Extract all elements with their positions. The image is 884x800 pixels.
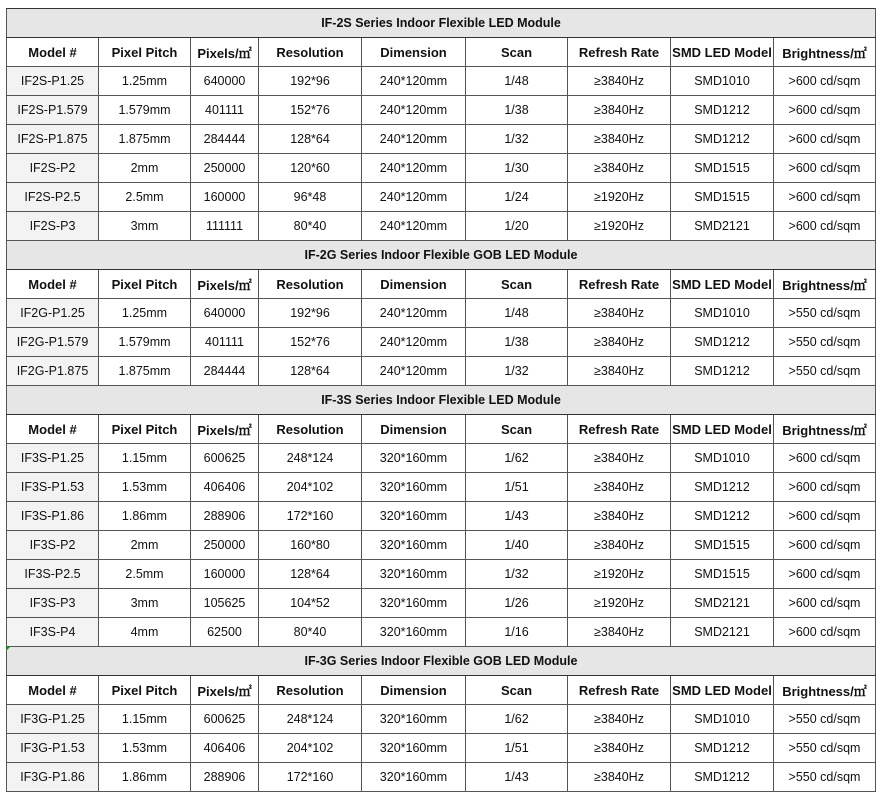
table-cell: 172*160 xyxy=(259,763,362,792)
table-cell: 1.86mm xyxy=(99,763,191,792)
table-cell: 1/62 xyxy=(466,444,568,473)
table-cell: 640000 xyxy=(191,67,259,96)
table-cell: SMD1212 xyxy=(671,763,774,792)
column-header: Brightness/㎡ xyxy=(774,270,876,299)
table-cell: SMD1515 xyxy=(671,531,774,560)
table-cell: 1.875mm xyxy=(99,357,191,386)
table-cell: SMD1515 xyxy=(671,183,774,212)
table-cell: 1/48 xyxy=(466,67,568,96)
table-row xyxy=(7,183,876,212)
table-cell: IF2S-P3 xyxy=(7,212,99,241)
section-title-row xyxy=(7,386,876,415)
column-header: Brightness/㎡ xyxy=(774,38,876,67)
table-cell: 172*160 xyxy=(259,502,362,531)
table-row xyxy=(7,96,876,125)
table-row xyxy=(7,444,876,473)
table-cell: 2mm xyxy=(99,531,191,560)
table-cell: ≥3840Hz xyxy=(568,299,671,328)
table-cell: SMD1515 xyxy=(671,154,774,183)
column-header: Refresh Rate xyxy=(568,676,671,705)
table-cell: >600 cd/sqm xyxy=(774,618,876,647)
table-cell: 120*60 xyxy=(259,154,362,183)
column-header: Scan xyxy=(466,676,568,705)
table-cell: IF3S-P2.5 xyxy=(7,560,99,589)
table-cell: ≥3840Hz xyxy=(568,328,671,357)
table-cell: 406406 xyxy=(191,473,259,502)
table-cell: 1/26 xyxy=(466,589,568,618)
table-cell: IF2S-P1.875 xyxy=(7,125,99,154)
table-cell: 1/24 xyxy=(466,183,568,212)
table-cell: >550 cd/sqm xyxy=(774,763,876,792)
column-header: Resolution xyxy=(259,415,362,444)
column-header: Brightness/㎡ xyxy=(774,415,876,444)
table-cell: >550 cd/sqm xyxy=(774,705,876,734)
table-cell: 320*160mm xyxy=(362,444,466,473)
table-cell: IF2S-P2 xyxy=(7,154,99,183)
table-cell: 284444 xyxy=(191,125,259,154)
table-cell: 192*96 xyxy=(259,299,362,328)
table-cell: 240*120mm xyxy=(362,212,466,241)
table-cell: IF3S-P1.86 xyxy=(7,502,99,531)
table-row xyxy=(7,618,876,647)
section-title-row xyxy=(7,241,876,270)
table-cell: 320*160mm xyxy=(362,531,466,560)
column-header: Scan xyxy=(466,270,568,299)
table-cell: 1/38 xyxy=(466,96,568,125)
spec-table xyxy=(6,8,876,792)
column-header: Refresh Rate xyxy=(568,270,671,299)
table-cell: >600 cd/sqm xyxy=(774,96,876,125)
table-cell: 2.5mm xyxy=(99,560,191,589)
table-cell: ≥3840Hz xyxy=(568,154,671,183)
column-header: Scan xyxy=(466,38,568,67)
table-cell: SMD1010 xyxy=(671,299,774,328)
table-cell: 160*80 xyxy=(259,531,362,560)
table-cell: 1.579mm xyxy=(99,96,191,125)
table-cell: SMD1212 xyxy=(671,473,774,502)
table-cell: 320*160mm xyxy=(362,473,466,502)
table-cell: IF2G-P1.875 xyxy=(7,357,99,386)
column-header: Pixel Pitch xyxy=(99,676,191,705)
table-cell: 1/32 xyxy=(466,125,568,154)
column-header: Brightness/㎡ xyxy=(774,676,876,705)
table-cell: 204*102 xyxy=(259,473,362,502)
table-cell: IF3S-P2 xyxy=(7,531,99,560)
column-header: SMD LED Model xyxy=(671,38,774,67)
table-cell: 128*64 xyxy=(259,357,362,386)
table-cell: 288906 xyxy=(191,763,259,792)
table-cell: 320*160mm xyxy=(362,502,466,531)
table-cell: 240*120mm xyxy=(362,299,466,328)
table-cell: 1.875mm xyxy=(99,125,191,154)
table-cell: 2.5mm xyxy=(99,183,191,212)
table-cell: 406406 xyxy=(191,734,259,763)
column-header: Model # xyxy=(7,270,99,299)
table-cell: IF2S-P1.579 xyxy=(7,96,99,125)
table-cell: ≥3840Hz xyxy=(568,763,671,792)
column-header: Resolution xyxy=(259,676,362,705)
table-cell: 1/43 xyxy=(466,502,568,531)
table-cell: 288906 xyxy=(191,502,259,531)
table-cell: 401111 xyxy=(191,328,259,357)
table-cell: SMD1010 xyxy=(671,67,774,96)
table-cell: 128*64 xyxy=(259,125,362,154)
table-row xyxy=(7,299,876,328)
table-cell: ≥3840Hz xyxy=(568,96,671,125)
table-cell: IF3G-P1.86 xyxy=(7,763,99,792)
table-row xyxy=(7,560,876,589)
column-header: Dimension xyxy=(362,38,466,67)
table-row xyxy=(7,328,876,357)
table-cell: 104*52 xyxy=(259,589,362,618)
table-cell: >600 cd/sqm xyxy=(774,125,876,154)
table-cell: 250000 xyxy=(191,154,259,183)
table-cell: 160000 xyxy=(191,560,259,589)
column-header: SMD LED Model xyxy=(671,270,774,299)
column-header: Refresh Rate xyxy=(568,38,671,67)
table-cell: 600625 xyxy=(191,705,259,734)
section-title-row xyxy=(7,9,876,38)
table-cell: 1/40 xyxy=(466,531,568,560)
table-cell: SMD1212 xyxy=(671,125,774,154)
table-cell: 62500 xyxy=(191,618,259,647)
column-header: SMD LED Model xyxy=(671,676,774,705)
table-cell: 152*76 xyxy=(259,328,362,357)
column-header: Pixels/㎡ xyxy=(191,38,259,67)
table-cell: SMD2121 xyxy=(671,618,774,647)
section-title: IF-3G Series Indoor Flexible GOB LED Module xyxy=(7,647,876,676)
column-header: Resolution xyxy=(259,270,362,299)
table-cell: ≥1920Hz xyxy=(568,589,671,618)
table-row xyxy=(7,357,876,386)
cell-comment-marker xyxy=(6,646,11,651)
table-cell: 1.15mm xyxy=(99,705,191,734)
table-cell: 320*160mm xyxy=(362,705,466,734)
table-cell: ≥3840Hz xyxy=(568,357,671,386)
table-cell: >600 cd/sqm xyxy=(774,560,876,589)
table-cell: 1.579mm xyxy=(99,328,191,357)
table-cell: ≥3840Hz xyxy=(568,705,671,734)
table-row xyxy=(7,502,876,531)
column-header: Dimension xyxy=(362,415,466,444)
table-row xyxy=(7,531,876,560)
table-cell: >600 cd/sqm xyxy=(774,502,876,531)
table-row xyxy=(7,154,876,183)
table-cell: 1.15mm xyxy=(99,444,191,473)
table-cell: 600625 xyxy=(191,444,259,473)
table-cell: 128*64 xyxy=(259,560,362,589)
table-cell: 204*102 xyxy=(259,734,362,763)
table-cell: ≥3840Hz xyxy=(568,444,671,473)
table-cell: SMD1212 xyxy=(671,357,774,386)
table-cell: 640000 xyxy=(191,299,259,328)
column-header: Dimension xyxy=(362,270,466,299)
table-cell: IF3G-P1.25 xyxy=(7,705,99,734)
column-header: Pixels/㎡ xyxy=(191,676,259,705)
table-row xyxy=(7,734,876,763)
table-cell: >600 cd/sqm xyxy=(774,67,876,96)
table-row xyxy=(7,763,876,792)
table-cell: ≥3840Hz xyxy=(568,473,671,502)
table-cell: 160000 xyxy=(191,183,259,212)
table-cell: >600 cd/sqm xyxy=(774,589,876,618)
column-header: Pixel Pitch xyxy=(99,38,191,67)
table-cell: 320*160mm xyxy=(362,763,466,792)
table-cell: >600 cd/sqm xyxy=(774,473,876,502)
table-cell: SMD2121 xyxy=(671,212,774,241)
table-cell: 1/62 xyxy=(466,705,568,734)
column-header: Pixel Pitch xyxy=(99,415,191,444)
table-cell: 1/51 xyxy=(466,734,568,763)
table-row xyxy=(7,473,876,502)
table-cell: SMD1515 xyxy=(671,560,774,589)
table-cell: IF3S-P1.53 xyxy=(7,473,99,502)
table-cell: IF2S-P2.5 xyxy=(7,183,99,212)
table-cell: SMD1010 xyxy=(671,705,774,734)
column-header: Refresh Rate xyxy=(568,415,671,444)
table-cell: 320*160mm xyxy=(362,560,466,589)
section-title-row xyxy=(7,647,876,676)
table-cell: >550 cd/sqm xyxy=(774,734,876,763)
table-cell: SMD2121 xyxy=(671,589,774,618)
table-cell: >600 cd/sqm xyxy=(774,154,876,183)
table-cell: SMD1212 xyxy=(671,502,774,531)
table-cell: IF2S-P1.25 xyxy=(7,67,99,96)
table-cell: 320*160mm xyxy=(362,618,466,647)
table-cell: 240*120mm xyxy=(362,67,466,96)
table-cell: 1/43 xyxy=(466,763,568,792)
table-cell: ≥3840Hz xyxy=(568,125,671,154)
table-cell: 152*76 xyxy=(259,96,362,125)
section-title: IF-2G Series Indoor Flexible GOB LED Module xyxy=(7,241,876,270)
table-cell: 105625 xyxy=(191,589,259,618)
table-cell: IF3S-P4 xyxy=(7,618,99,647)
table-cell: 2mm xyxy=(99,154,191,183)
table-cell: 248*124 xyxy=(259,444,362,473)
table-cell: >550 cd/sqm xyxy=(774,328,876,357)
table-cell: 1/16 xyxy=(466,618,568,647)
table-cell: 1/38 xyxy=(466,328,568,357)
column-header: Model # xyxy=(7,676,99,705)
table-cell: 248*124 xyxy=(259,705,362,734)
table-cell: IF3S-P3 xyxy=(7,589,99,618)
table-cell: 96*48 xyxy=(259,183,362,212)
table-cell: 240*120mm xyxy=(362,96,466,125)
table-cell: 1.25mm xyxy=(99,67,191,96)
table-cell: IF2G-P1.25 xyxy=(7,299,99,328)
table-cell: 1.25mm xyxy=(99,299,191,328)
column-header-row xyxy=(7,38,876,67)
column-header: Pixel Pitch xyxy=(99,270,191,299)
table-cell: 1.53mm xyxy=(99,473,191,502)
table-cell: >600 cd/sqm xyxy=(774,444,876,473)
column-header-row xyxy=(7,676,876,705)
table-cell: 320*160mm xyxy=(362,589,466,618)
table-cell: 240*120mm xyxy=(362,357,466,386)
column-header: SMD LED Model xyxy=(671,415,774,444)
table-cell: SMD1212 xyxy=(671,96,774,125)
table-cell: >600 cd/sqm xyxy=(774,531,876,560)
column-header-row xyxy=(7,270,876,299)
table-cell: 1.53mm xyxy=(99,734,191,763)
table-row xyxy=(7,589,876,618)
table-cell: IF3S-P1.25 xyxy=(7,444,99,473)
table-cell: 3mm xyxy=(99,589,191,618)
table-cell: 284444 xyxy=(191,357,259,386)
table-cell: 240*120mm xyxy=(362,154,466,183)
column-header: Model # xyxy=(7,415,99,444)
table-cell: 4mm xyxy=(99,618,191,647)
table-cell: >600 cd/sqm xyxy=(774,183,876,212)
table-cell: SMD1212 xyxy=(671,734,774,763)
table-cell: 240*120mm xyxy=(362,125,466,154)
table-cell: 1.86mm xyxy=(99,502,191,531)
section-title: IF-2S Series Indoor Flexible LED Module xyxy=(7,9,876,38)
table-cell: ≥3840Hz xyxy=(568,734,671,763)
column-header: Pixels/㎡ xyxy=(191,415,259,444)
section-title: IF-3S Series Indoor Flexible LED Module xyxy=(7,386,876,415)
table-cell: 80*40 xyxy=(259,618,362,647)
table-cell: >550 cd/sqm xyxy=(774,299,876,328)
table-cell: 320*160mm xyxy=(362,734,466,763)
column-header: Resolution xyxy=(259,38,362,67)
table-cell: 250000 xyxy=(191,531,259,560)
table-cell: 240*120mm xyxy=(362,183,466,212)
table-cell: ≥3840Hz xyxy=(568,531,671,560)
table-cell: SMD1010 xyxy=(671,444,774,473)
table-cell: 3mm xyxy=(99,212,191,241)
column-header: Pixels/㎡ xyxy=(191,270,259,299)
table-row xyxy=(7,705,876,734)
table-cell: ≥1920Hz xyxy=(568,212,671,241)
table-cell: ≥3840Hz xyxy=(568,502,671,531)
column-header: Dimension xyxy=(362,676,466,705)
table-cell: ≥3840Hz xyxy=(568,67,671,96)
table-row xyxy=(7,212,876,241)
table-cell: >550 cd/sqm xyxy=(774,357,876,386)
table-cell: ≥3840Hz xyxy=(568,618,671,647)
table-cell: 1/51 xyxy=(466,473,568,502)
table-cell: 1/30 xyxy=(466,154,568,183)
table-row xyxy=(7,67,876,96)
table-cell: 401111 xyxy=(191,96,259,125)
table-cell: 1/32 xyxy=(466,560,568,589)
table-cell: 80*40 xyxy=(259,212,362,241)
column-header-row xyxy=(7,415,876,444)
table-cell: 192*96 xyxy=(259,67,362,96)
table-cell: 240*120mm xyxy=(362,328,466,357)
column-header: Scan xyxy=(466,415,568,444)
table-cell: SMD1212 xyxy=(671,328,774,357)
column-header: Model # xyxy=(7,38,99,67)
table-cell: 1/20 xyxy=(466,212,568,241)
table-cell: 1/48 xyxy=(466,299,568,328)
table-cell: 111111 xyxy=(191,212,259,241)
table-cell: >600 cd/sqm xyxy=(774,212,876,241)
table-cell: IF3G-P1.53 xyxy=(7,734,99,763)
table-cell: 1/32 xyxy=(466,357,568,386)
table-cell: IF2G-P1.579 xyxy=(7,328,99,357)
table-cell: ≥1920Hz xyxy=(568,560,671,589)
table-cell: ≥1920Hz xyxy=(568,183,671,212)
table-row xyxy=(7,125,876,154)
